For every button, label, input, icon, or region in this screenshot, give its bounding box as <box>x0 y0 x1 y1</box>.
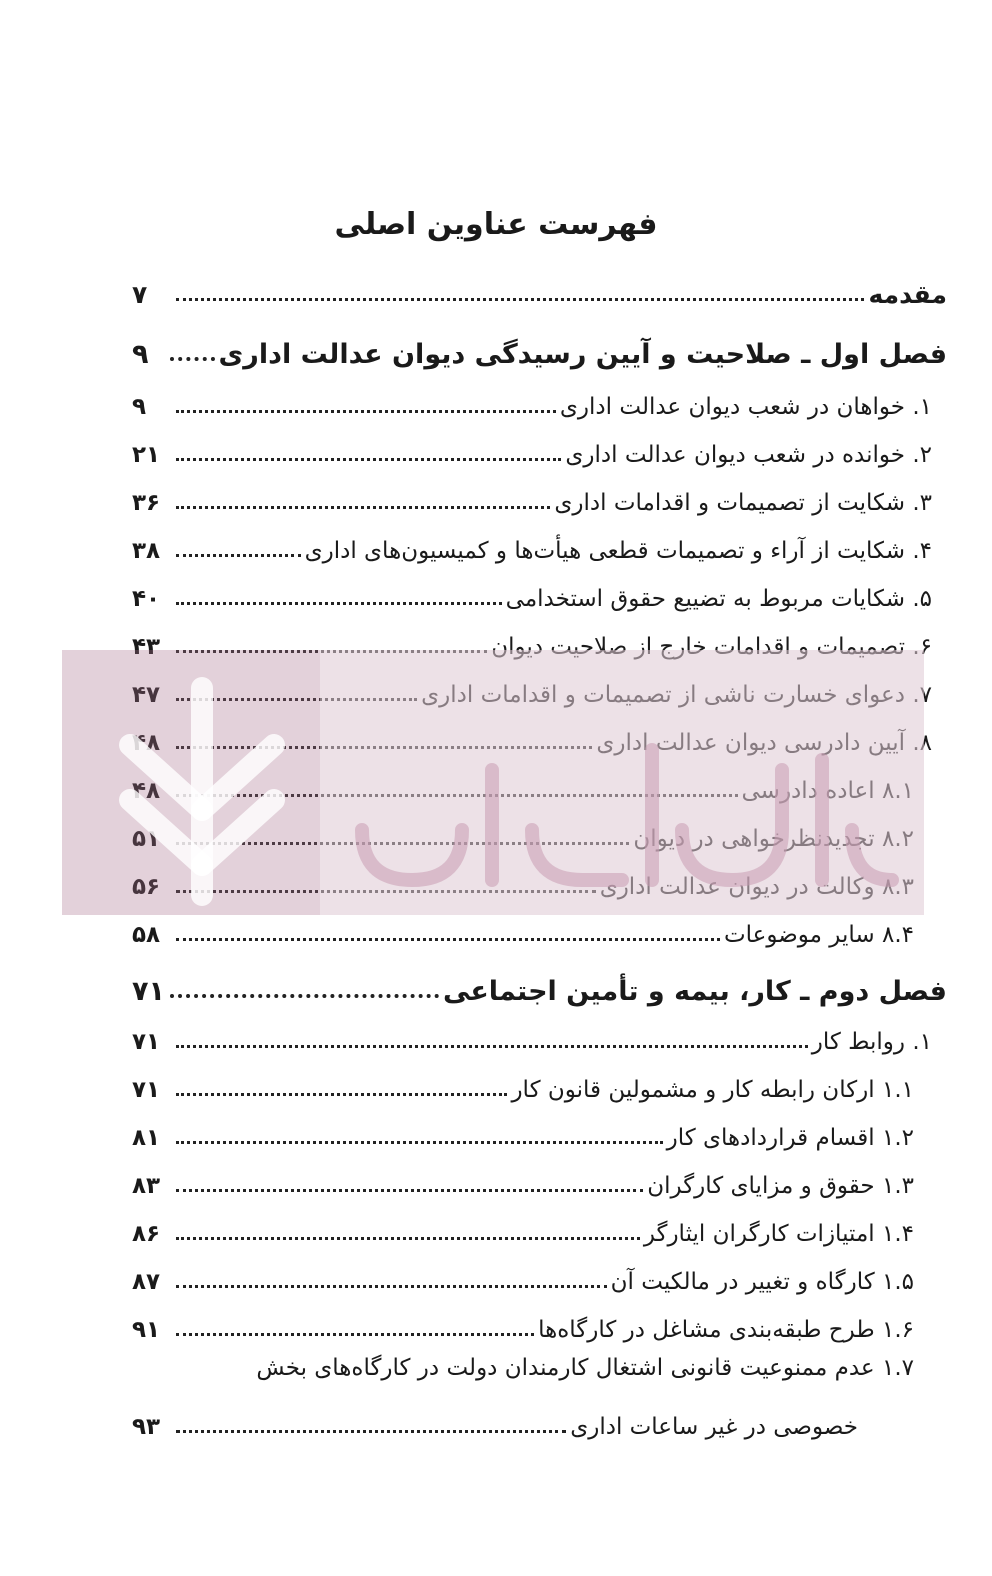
toc-entry-page: ۹۱ <box>132 1317 161 1343</box>
toc-entry-page: ۹ <box>132 394 147 420</box>
toc-entry-page: ۵۶ <box>132 874 161 900</box>
toc-entry-label: ۶. تصمیمات و اقدامات خارج از صلاحیت دیوان <box>491 634 932 660</box>
toc-entry-label: ۸.۲ تجدیدنظرخواهی در دیوان <box>633 826 914 852</box>
toc-chapter-page: ۹ <box>132 339 149 370</box>
toc-entry-label: ۱. خواهان در شعب دیوان عدالت اداری <box>559 394 932 420</box>
toc-entry-page: ۷۱ <box>132 1077 161 1103</box>
leader-dots <box>170 994 439 998</box>
toc-subentry-first-line[interactable] <box>150 1348 914 1388</box>
toc-entry-label: ۱.۴ امتیازات کارگران ایثارگر <box>643 1221 914 1247</box>
toc-subentry[interactable] <box>132 814 914 854</box>
toc-entry-page: ۸۱ <box>132 1125 161 1151</box>
toc-entry-label: مقدمه <box>868 280 947 309</box>
toc-subentry[interactable] <box>132 1257 914 1297</box>
toc-entry-page: ۸۶ <box>132 1221 161 1247</box>
table-of-contents <box>0 265 992 1485</box>
leader-dots <box>176 1141 663 1144</box>
toc-subentry-continuation[interactable] <box>132 1402 858 1442</box>
toc-entry[interactable] <box>132 478 932 518</box>
toc-subentry[interactable] <box>132 766 914 806</box>
page-title: فهرست عناوین اصلی <box>334 207 658 242</box>
toc-subentry[interactable] <box>132 1065 914 1105</box>
toc-entry-label: ۱.۵ کارگاه و تغییر در مالکیت آن <box>610 1269 914 1295</box>
toc-entry-label: ۱. روابط کار <box>811 1029 932 1055</box>
toc-entry-label: ۷. دعوای خسارت ناشی از تصمیمات و اقدامات اداری <box>421 682 932 708</box>
leader-dots <box>176 1189 643 1192</box>
leader-dots <box>176 602 502 605</box>
toc-entry-label: ۸. آیین دادرسی دیوان عدالت اداری <box>596 730 932 756</box>
toc-entry-label: ۱.۶ طرح طبقه‌بندی مشاغل در کارگاه‌ها <box>538 1317 914 1343</box>
toc-chapter-label: فصل دوم ـ کار، بیمه و تأمین اجتماعی <box>443 976 947 1007</box>
toc-entry[interactable] <box>132 430 932 470</box>
leader-dots <box>176 842 629 845</box>
leader-dots <box>176 794 738 797</box>
toc-entry[interactable] <box>132 574 932 614</box>
leader-dots <box>176 506 550 509</box>
toc-entry-page: ۳۶ <box>132 490 161 516</box>
leader-dots <box>176 410 556 413</box>
toc-entry[interactable] <box>132 622 932 662</box>
leader-dots <box>176 1237 640 1240</box>
toc-entry-label: ۸.۴ سایر موضوعات <box>723 922 914 948</box>
toc-entry-page: ۴۰ <box>132 586 161 612</box>
leader-dots <box>176 746 592 749</box>
toc-entry-label: ۱.۳ حقوق و مزایای کارگران <box>647 1173 914 1199</box>
toc-entry-page: ۸۷ <box>132 1269 161 1295</box>
leader-dots <box>176 890 596 893</box>
toc-entry[interactable] <box>132 670 932 710</box>
leader-dots <box>176 554 301 557</box>
toc-entry-label: خصوصی در غیر ساعات اداری <box>570 1414 858 1440</box>
toc-entry[interactable] <box>132 718 932 758</box>
toc-entry-label: ۱.۲ اقسام قراردادهای کار <box>666 1125 914 1151</box>
toc-entry[interactable] <box>132 382 932 422</box>
toc-subentry[interactable] <box>132 1113 914 1153</box>
toc-entry-label: ۸.۱ اعاده دادرسی <box>741 778 914 804</box>
toc-entry-label: ۴. شکایت از آراء و تصمیمات قطعی هیأت‌ها و کمیسیون‌های اداری <box>304 538 932 564</box>
toc-entry[interactable] <box>132 1017 932 1057</box>
leader-dots <box>176 938 720 941</box>
toc-entry-label: ۲. خوانده در شعب دیوان عدالت اداری <box>565 442 932 468</box>
toc-chapter-2[interactable] <box>132 967 947 1007</box>
leader-dots <box>176 650 487 653</box>
leader-dots <box>170 357 215 361</box>
toc-chapter-page: ۷۱ <box>132 976 165 1007</box>
toc-entry-page: ۵۱ <box>132 826 161 852</box>
toc-subentry[interactable] <box>132 862 914 902</box>
toc-entry-page: ۳۸ <box>132 538 161 564</box>
toc-entry-page: ۸۳ <box>132 1173 161 1199</box>
toc-entry-page: ۷ <box>132 280 148 309</box>
toc-entry-page: ۴۳ <box>132 634 161 660</box>
toc-subentry[interactable] <box>132 1305 914 1345</box>
leader-dots <box>176 1285 607 1288</box>
toc-entry[interactable] <box>132 526 932 566</box>
toc-subentry[interactable] <box>132 1209 914 1249</box>
toc-subentry[interactable] <box>132 910 914 950</box>
toc-entry-page: ۵۸ <box>132 922 161 948</box>
toc-subentry[interactable] <box>132 1161 914 1201</box>
toc-entry-page: ۹۳ <box>132 1414 161 1440</box>
toc-entry-page: ۲۱ <box>132 442 161 468</box>
leader-dots <box>176 1430 566 1433</box>
leader-dots <box>176 298 864 301</box>
toc-entry-label: ۱.۷ عدم ممنوعیت قانونی اشتغال کارمندان دولت در کارگاه‌های بخش <box>256 1355 914 1381</box>
toc-chapter-label: فصل اول ـ صلاحیت و آیین رسیدگی دیوان عدالت اداری <box>218 339 947 370</box>
toc-entry-label: ۳. شکایت از تصمیمات و اقدامات اداری <box>554 490 932 516</box>
toc-entry-label: ۵. شکایات مربوط به تضییع حقوق استخدامی <box>505 586 932 612</box>
toc-entry-label: ۸.۳ وکالت در دیوان عدالت اداری <box>599 874 914 900</box>
leader-dots <box>176 1333 534 1336</box>
toc-chapter-1[interactable] <box>132 330 947 370</box>
leader-dots <box>176 1045 808 1048</box>
toc-entry-page: ۴۸ <box>132 730 161 756</box>
toc-entry-intro[interactable] <box>132 270 947 310</box>
leader-dots <box>176 698 417 701</box>
toc-entry-page: ۴۷ <box>132 682 161 708</box>
toc-entry-label: ۱.۱ ارکان رابطه کار و مشمولین قانون کار <box>511 1077 914 1103</box>
toc-entry-page: ۴۸ <box>132 778 161 804</box>
toc-entry-page: ۷۱ <box>132 1029 161 1055</box>
leader-dots <box>176 458 561 461</box>
leader-dots <box>176 1093 507 1096</box>
